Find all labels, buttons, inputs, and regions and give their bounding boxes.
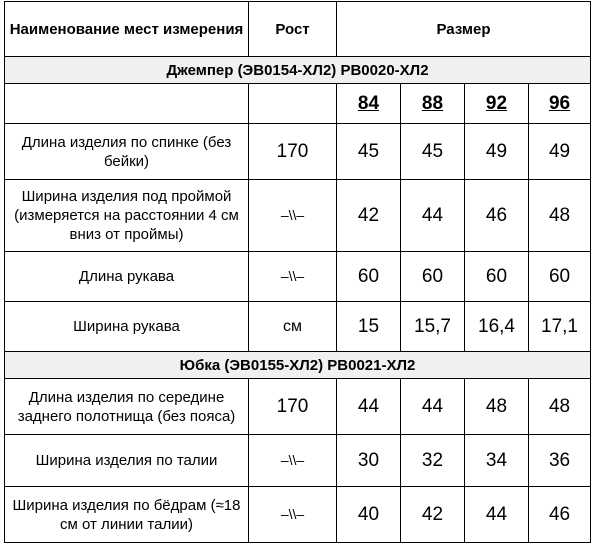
cell-value: 40 (337, 487, 401, 543)
section-row-jumper (5, 57, 591, 84)
row-label: Длина рукава (5, 252, 249, 302)
cell-value: 49 (465, 124, 529, 180)
table-row (5, 487, 591, 543)
section-title: Джемпер (ЭВ0154-ХЛ2) РВ0020-ХЛ2 (5, 57, 591, 84)
cell-value: 48 (529, 180, 591, 252)
height-value: см (249, 302, 337, 352)
cell-value: 16,4 (465, 302, 529, 352)
height-header: Рост (249, 2, 337, 57)
table-row (5, 180, 591, 252)
cell-value: 15 (337, 302, 401, 352)
cell-value: 46 (465, 180, 529, 252)
empty-cell (5, 84, 249, 124)
cell-value: 60 (465, 252, 529, 302)
cell-value: 45 (337, 124, 401, 180)
row-label: Длина изделия по середине заднего полотнища (без пояса) (5, 379, 249, 435)
height-value: –\\– (249, 252, 337, 302)
table-header-row (5, 2, 591, 57)
cell-value: 15,7 (401, 302, 465, 352)
cell-value: 32 (401, 435, 465, 487)
height-value: –\\– (249, 435, 337, 487)
size-number: 92 (465, 84, 529, 124)
cell-value: 60 (529, 252, 591, 302)
size-number: 88 (401, 84, 465, 124)
cell-value: 46 (529, 487, 591, 543)
row-label: Ширина изделия по бёдрам (≈18 см от линии талии) (5, 487, 249, 543)
cell-value: 17,1 (529, 302, 591, 352)
table-row (5, 379, 591, 435)
cell-value: 60 (401, 252, 465, 302)
cell-value: 44 (337, 379, 401, 435)
row-label: Ширина изделия по талии (5, 435, 249, 487)
cell-value: 30 (337, 435, 401, 487)
section-row-skirt (5, 352, 591, 379)
cell-value: 36 (529, 435, 591, 487)
cell-value: 44 (401, 180, 465, 252)
cell-value: 60 (337, 252, 401, 302)
table-row (5, 302, 591, 352)
cell-value: 44 (465, 487, 529, 543)
cell-value: 42 (401, 487, 465, 543)
cell-value: 48 (529, 379, 591, 435)
height-value: 170 (249, 379, 337, 435)
height-value: –\\– (249, 180, 337, 252)
table-row (5, 435, 591, 487)
empty-cell (249, 84, 337, 124)
size-chart-table (4, 1, 591, 543)
row-label: Длина изделия по спинке (без бейки) (5, 124, 249, 180)
cell-value: 44 (401, 379, 465, 435)
measurement-header: Наименование мест измерения (5, 2, 249, 57)
cell-value: 34 (465, 435, 529, 487)
size-number: 96 (529, 84, 591, 124)
size-numbers-row (5, 84, 591, 124)
cell-value: 49 (529, 124, 591, 180)
cell-value: 42 (337, 180, 401, 252)
table-row (5, 124, 591, 180)
size-header: Размер (337, 2, 591, 57)
row-label: Ширина рукава (5, 302, 249, 352)
row-label: Ширина изделия под проймой (измеряется на расстоянии 4 см вниз от проймы) (5, 180, 249, 252)
section-title: Юбка (ЭВ0155-ХЛ2) РВ0021-ХЛ2 (5, 352, 591, 379)
size-number: 84 (337, 84, 401, 124)
height-value: –\\– (249, 487, 337, 543)
table-row (5, 252, 591, 302)
height-value: 170 (249, 124, 337, 180)
cell-value: 45 (401, 124, 465, 180)
cell-value: 48 (465, 379, 529, 435)
